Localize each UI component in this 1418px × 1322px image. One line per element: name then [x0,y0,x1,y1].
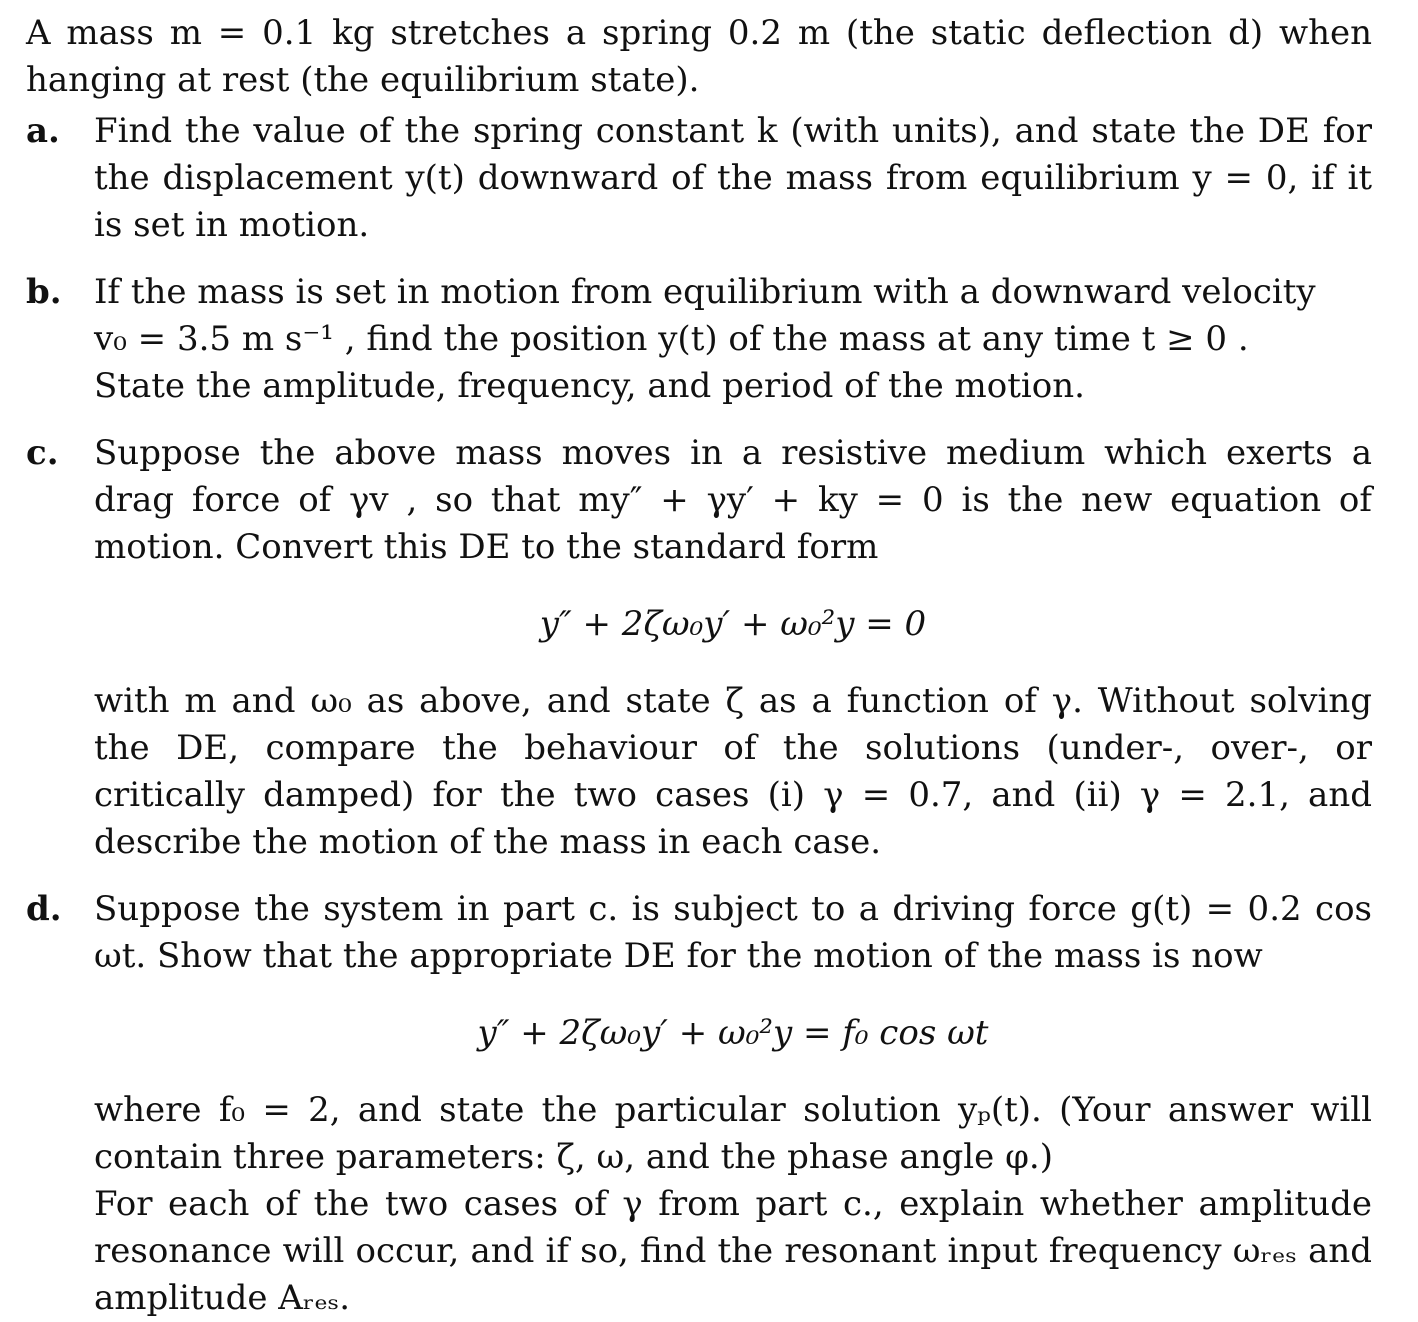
part-c-text: Suppose the above mass moves in a resistive medium which exerts a drag force of γv , so that my″ + γy′ + ky = 0 is the new equation of motion. Convert this DE to the standard form [94,433,1372,567]
part-b [26,269,1372,410]
part-a [26,108,1372,249]
part-d [26,886,1372,1322]
part-d-final-text: For each of the two cases of γ from part c., explain whether amplitude resonance will occur, and if so, find the resonant input frequency ωᵣₑₛ and amplitude Aᵣₑₛ. [94,1184,1372,1318]
part-d-text: Suppose the system in part c. is subject to a driving force g(t) = 0.2 cos ωt. Show that the appropriate DE for the motion of the mass is now [94,889,1372,976]
part-a-label: a. [26,111,60,151]
part-c [26,430,1372,866]
part-b-line-2: v₀ = 3.5 m s⁻¹ , find the position y(t) of the mass at any time t ≥ 0 . [94,319,1249,359]
part-c-equation: y″ + 2ζω₀y′ + ω₀²y = 0 [539,604,927,644]
part-b-label: b. [26,272,62,312]
part-b-line-1: If the mass is set in motion from equilibrium with a downward velocity [94,272,1316,312]
part-d-label: d. [26,889,62,929]
problem-intro: A mass m = 0.1 kg stretches a spring 0.2 m (the static deflection d) when hanging at rest (the equilibrium state). [26,13,1372,100]
part-d-after-text: where f₀ = 2, and state the particular solution yₚ(t). (Your answer will contain three parameters: ζ, ω, and the phase angle φ.) [94,1090,1372,1177]
part-d-equation: y″ + 2ζω₀y′ + ω₀²y = f₀ cos ωt [477,1013,989,1053]
part-c-label: c. [26,433,59,473]
part-c-after-text: with m and ω₀ as above, and state ζ as a function of γ. Without solving the DE, compare the behaviour of the solutions (under-, over-, or critically damped) for the two cases (i) γ = 0.7, and (ii) γ = 2.1, and describe the motion of the mass in each case. [94,681,1372,862]
part-b-line-3: State the amplitude, frequency, and period of the motion. [94,366,1085,406]
part-a-text: Find the value of the spring constant k (with units), and state the DE for the displacement y(t) downward of the mass from equilibrium y = 0, if it is set in motion. [94,111,1372,245]
